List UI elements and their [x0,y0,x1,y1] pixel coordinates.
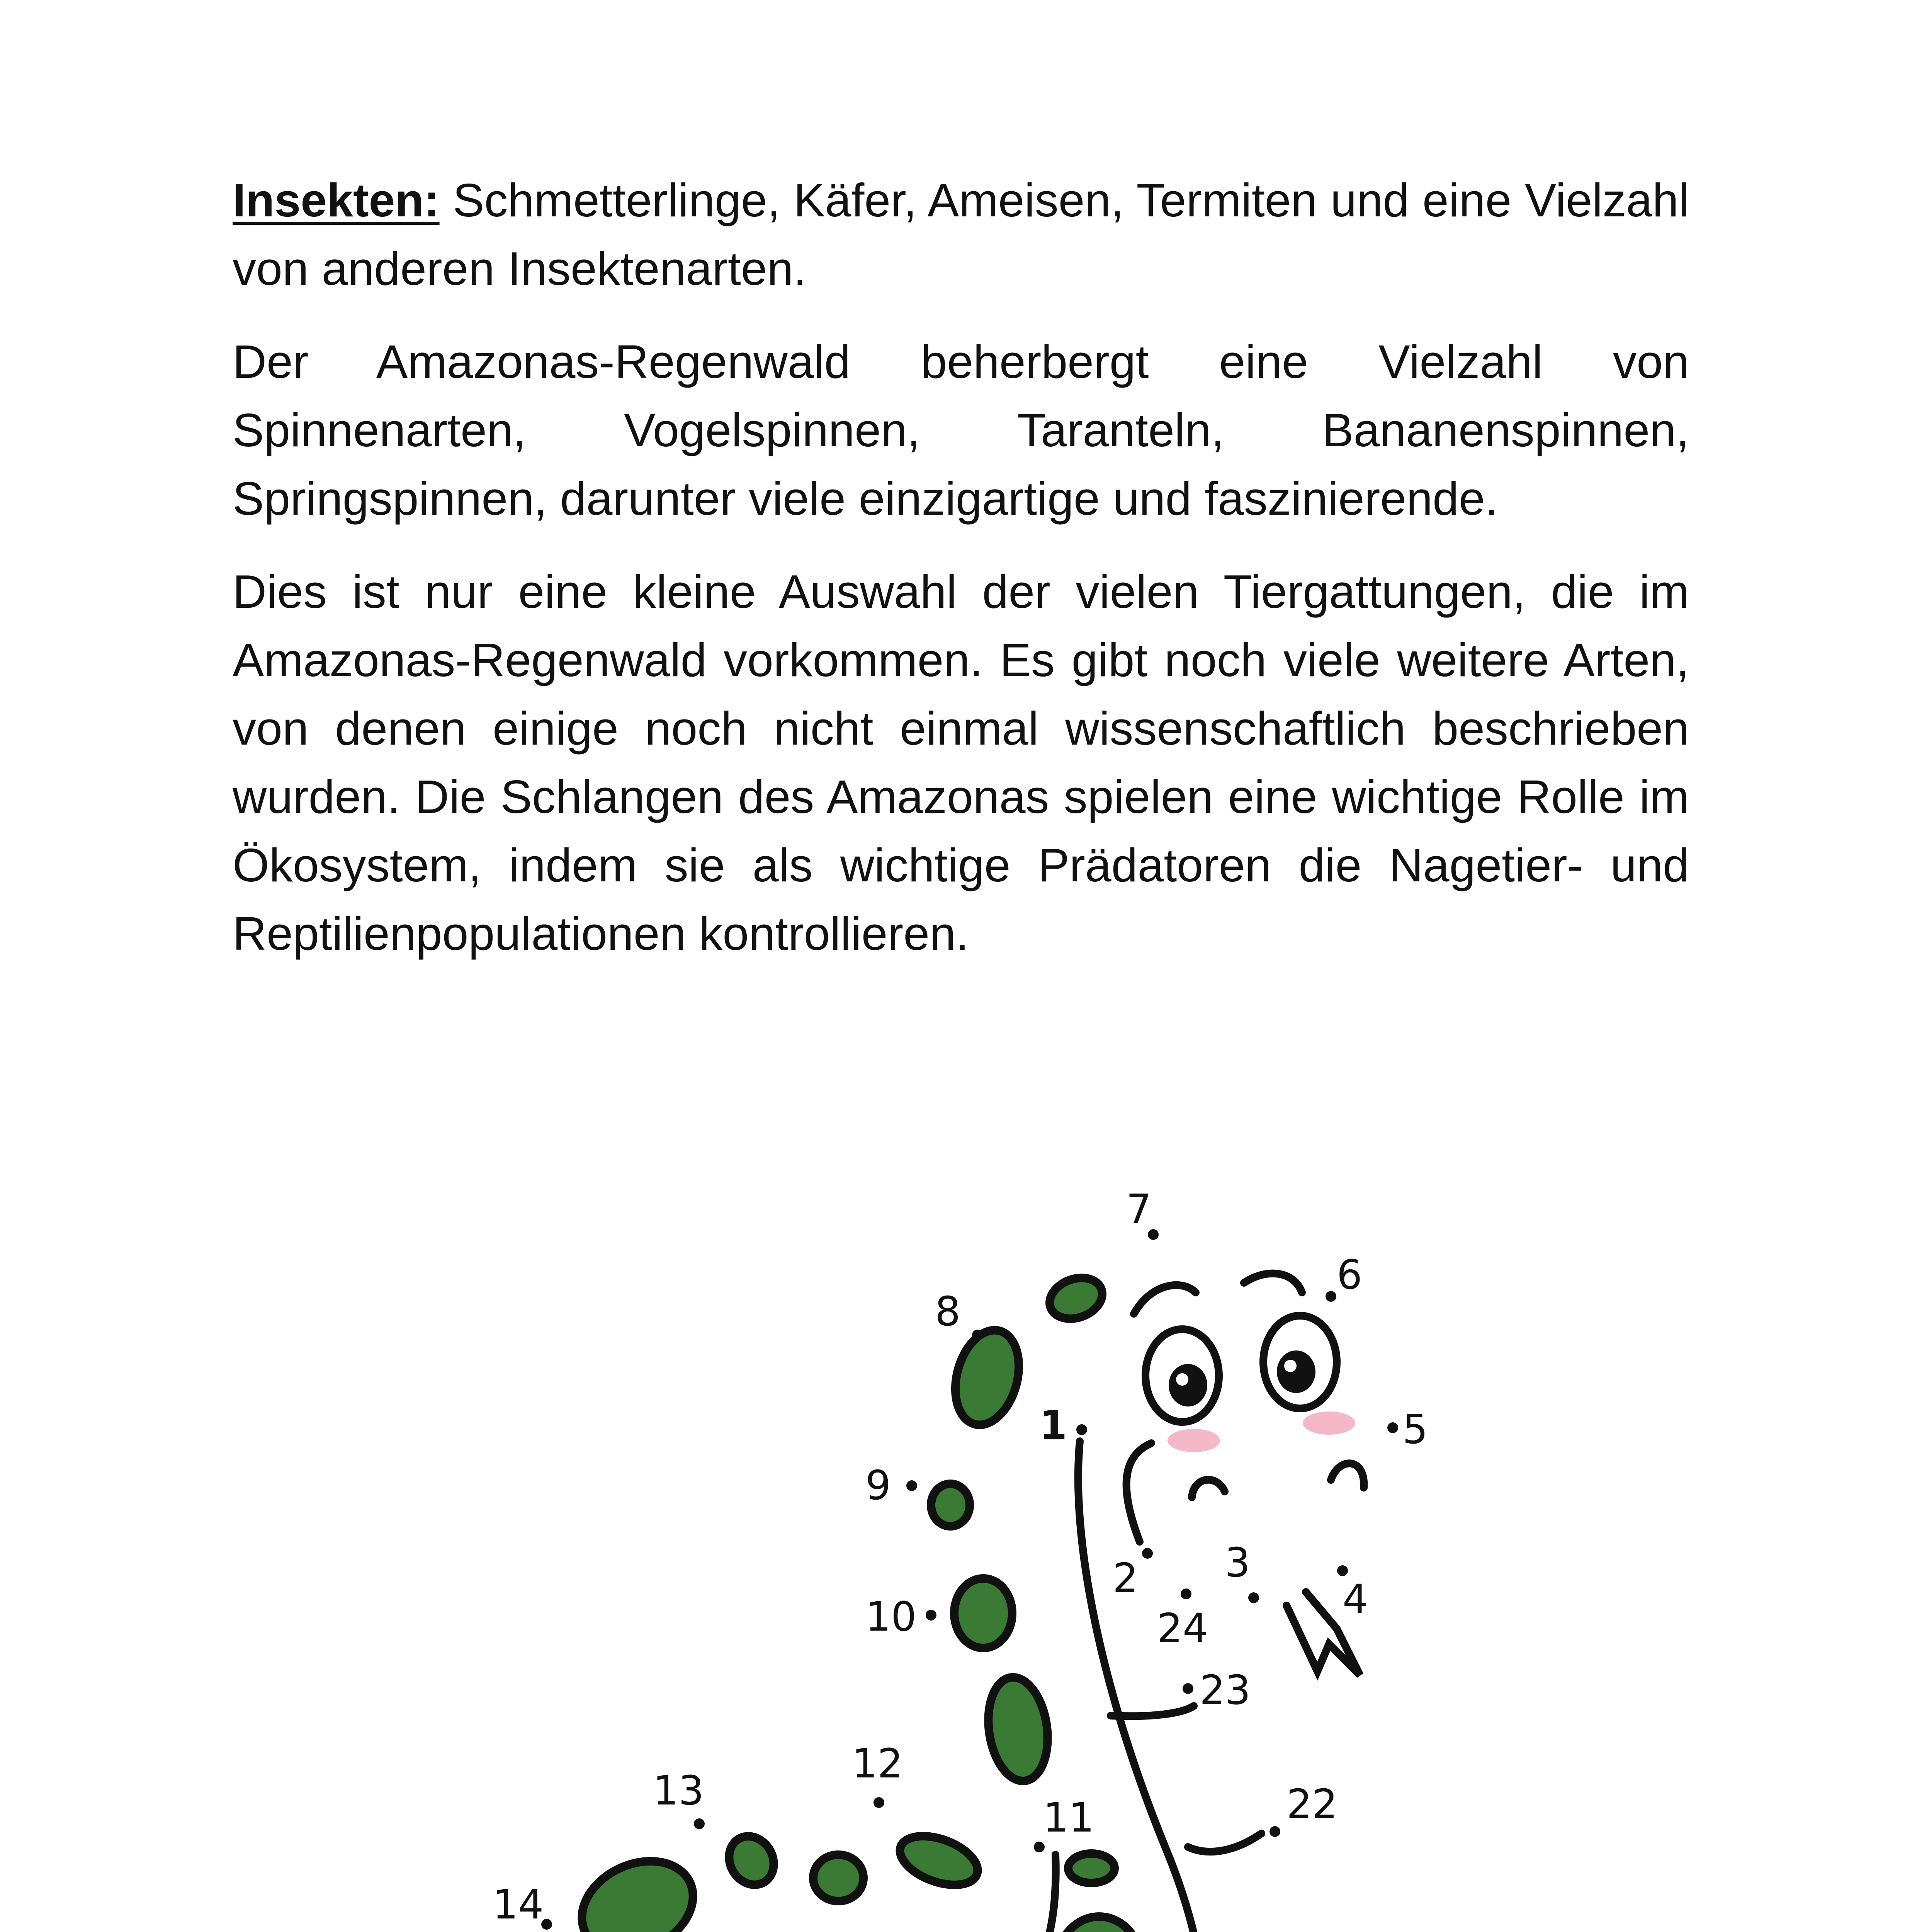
dot-label-12: 12 [852,1740,903,1787]
snake-face [1145,1316,1355,1452]
segment-23-24 [1111,1706,1194,1716]
eye-right-highlight [1284,1360,1297,1372]
paragraph-summary: Dies ist nur eine kleine Auswahl der vielen Tiergattungen, die im Amazonas-Regenwald vorkommen. Es gibt noch viele weitere Arten, von denen einige noch nicht einmal wissenschaftlich beschrieben wurden. Die Schlangen des Amazonas spielen eine wichtige Rolle im Ökosystem, indem sie als wichtige Prädatoren die Nagetier- und Reptilienpopulationen kontrollieren. [233,565,1689,960]
dot-label-4: 4 [1343,1576,1368,1623]
dot-label-22: 22 [1286,1781,1338,1828]
dot-3 [1248,1592,1259,1603]
cheek-right [1303,1412,1355,1435]
dot-label-1: 1 [1039,1402,1067,1449]
spot [894,1827,984,1894]
spot [982,1673,1054,1785]
dot-4 [1337,1565,1348,1576]
spot [1057,1917,1142,1932]
paragraph-lead-term: Insekten: [233,174,440,226]
dot-label-3: 3 [1225,1539,1251,1586]
dot-label-9: 9 [865,1462,891,1509]
dot-8 [972,1330,983,1340]
dot-23 [1183,1683,1193,1694]
dot-22 [1270,1826,1280,1837]
dot-label-10: 10 [865,1593,917,1640]
snake-brow-left [1134,1285,1196,1314]
spot [945,1323,1028,1432]
dot-13 [694,1818,705,1829]
dot-11 [1034,1842,1045,1852]
dot-label-13: 13 [653,1767,704,1814]
snake-mouth-curve [1127,1443,1151,1542]
dot-label-24: 24 [1157,1605,1208,1652]
segment-22-23 [1188,1833,1261,1852]
dot-label-8: 8 [935,1288,961,1335]
eye-right-pupil [1277,1350,1315,1393]
dot-1 [1076,1424,1087,1435]
snake-nose-left [1192,1480,1225,1497]
eye-left-highlight [1176,1373,1188,1386]
dot-label-6: 6 [1337,1251,1363,1298]
dot-10 [926,1610,936,1621]
dot-2 [1142,1548,1153,1559]
spot [931,1484,970,1526]
spot [721,1828,782,1893]
paragraph-body: Schmetterlinge, Käfer, Ameisen, Termiten und eine Vielzahl von anderen Insektenarten. [233,174,1689,295]
dot-label-5: 5 [1402,1406,1428,1453]
paragraph-spiders: Der Amazonas-Regenwald beherbergt eine Vielzahl von Spinnenarten, Vogelspinnen, Taranteln, Bananenspinnen, Springspinnen, darunter viele einzigartige und faszinierende. [233,335,1689,525]
dot-labels [493,1185,1428,1932]
dot-12 [874,1797,884,1808]
snake-body-inner-line [997,1855,1056,1932]
dot-24 [1181,1588,1191,1599]
dot-label-14: 14 [493,1881,544,1928]
dot-5 [1387,1422,1398,1433]
dot-6 [1326,1291,1336,1302]
eye-left-pupil [1169,1364,1207,1406]
dot-label-23: 23 [1200,1667,1251,1714]
spot [1068,1854,1115,1883]
spot [954,1578,1012,1648]
spot [1044,1271,1108,1326]
snake-nose-right [1331,1463,1364,1488]
dot-label-7: 7 [1126,1185,1152,1233]
spot [813,1855,863,1901]
snake-brow-right [1244,1274,1302,1293]
dot-label-2: 2 [1113,1554,1139,1602]
dot-label-11: 11 [1043,1794,1094,1841]
spot [567,1844,708,1932]
dot-9 [906,1480,917,1491]
cheek-left [1168,1429,1220,1452]
